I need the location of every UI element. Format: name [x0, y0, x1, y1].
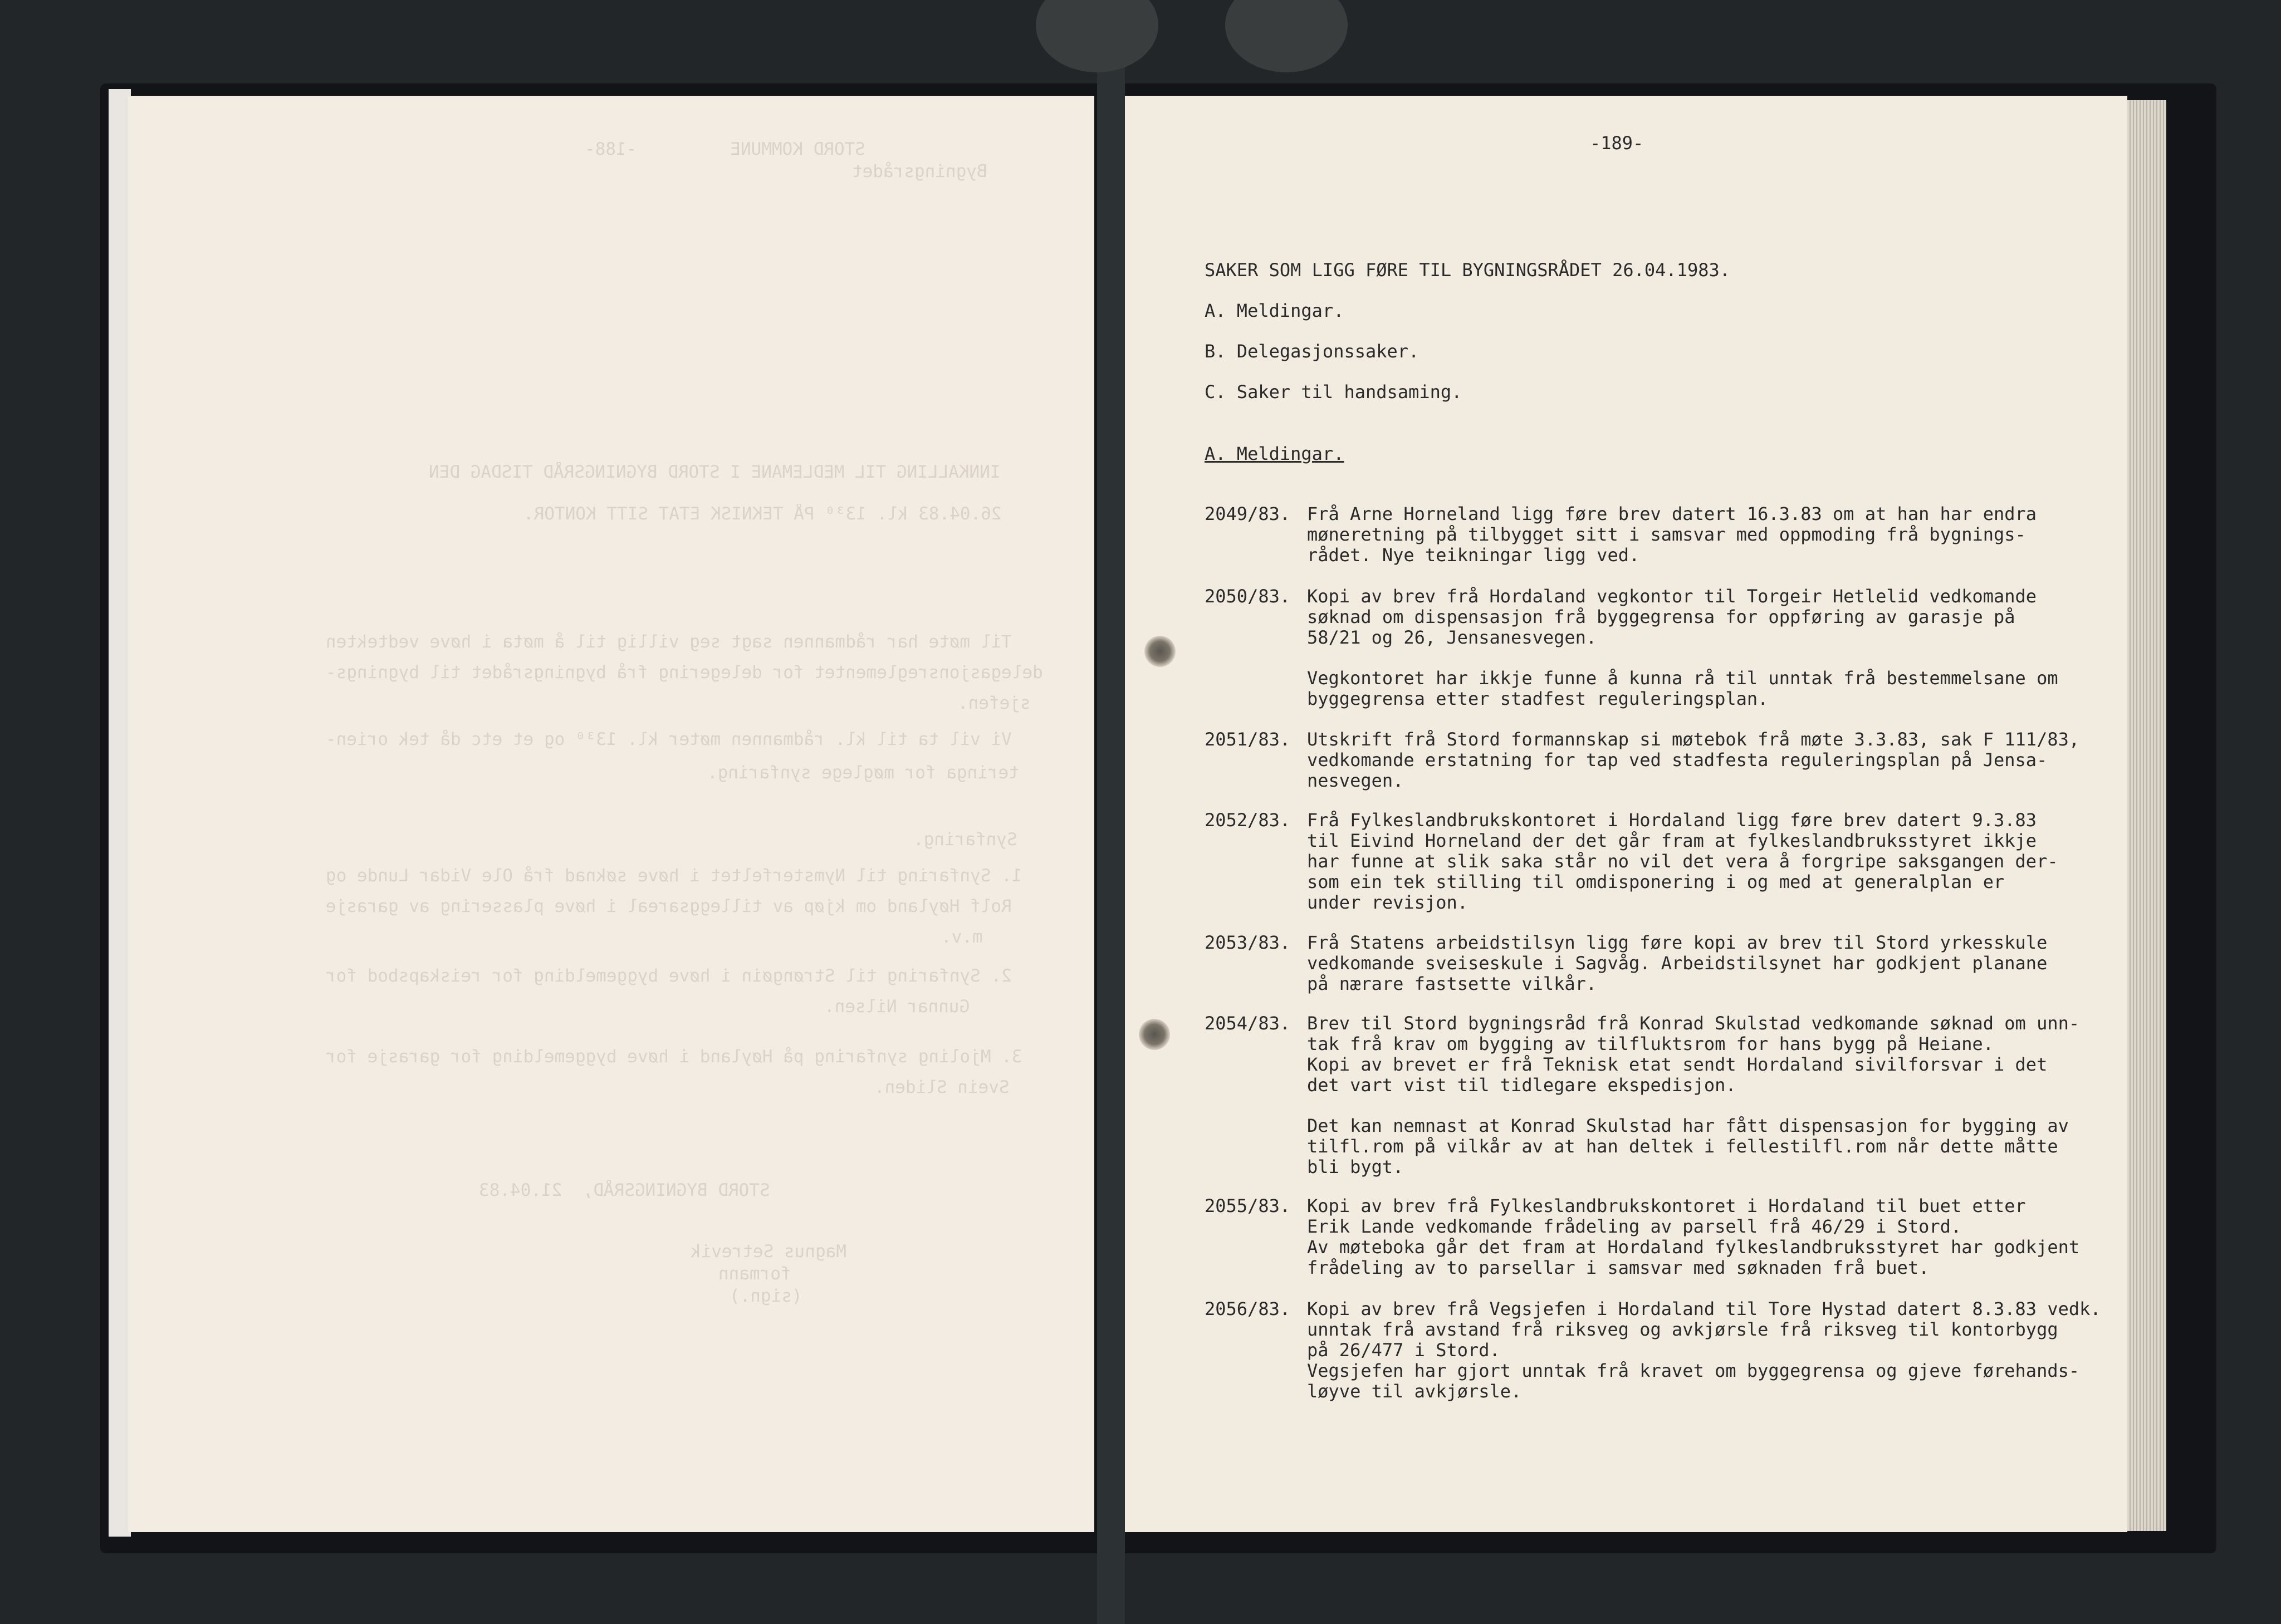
case-number: 2055/83.: [1205, 1195, 1291, 1216]
left-page: [128, 96, 1094, 1532]
bleedthrough-line: delegasjonsreglementet for delegering frå bygningsrådet til bygnings-: [326, 663, 1043, 683]
bleedthrough-line: Gunnar Nilsen.: [824, 997, 1001, 1017]
case-paragraph: Utskrift frå Stord formannskap si møtebok frå møte 3.3.83, sak F 111/83, vedkomande erstatning for tap ved stadfesta reguleringsplan på Jensa- nesvegen.: [1307, 729, 2080, 791]
punch-hole-bottom: [1139, 1019, 1170, 1050]
bleedthrough-line: Synfaring.: [913, 830, 1017, 850]
bleedthrough-line: INNKALLING TIL MEDLEMANE I STORD BYGNINGSRÅD TISDAG DEN: [429, 462, 1001, 482]
bleedthrough-line: 3. Mjoling synfaring på Høyland i høve byggemelding for garasje for: [326, 1047, 1022, 1067]
case-paragraph: Kopi av brev frå Fylkeslandbrukskontoret i Hordaland til buet etter Erik Lande vedkomande frådeling av parsell frå 46/29 i Stord. Av møteboka går det fram at Hordaland fylkeslandbruksstyret har godkjent frådeling av to parsellar i samsvar med søknaden frå buet.: [1307, 1195, 2080, 1278]
bleedthrough-line: Magnus Setrevik: [691, 1242, 846, 1262]
case-paragraph: Frå Statens arbeidstilsyn ligg føre kopi av brev til Stord yrkesskule vedkomande sveiseskule i Sagvåg. Arbeidstilsynet har godkjent planane på nærare fastsette vilkår.: [1307, 932, 2048, 994]
case-paragraph: Kopi av brev frå Vegsjefen i Hordaland til Tore Hystad datert 8.3.83 vedk. unntak frå avstand frå riksveg og avkjørsle frå riksveg til kontorbygg på 26/477 i Stord. Vegsjefen har gjort unntak frå kravet om byggegrensa og gjeve førehands- løyve til avkjørsle.: [1307, 1298, 2101, 1402]
case-text: [1307, 933, 2076, 994]
bleedthrough-line: formann: [718, 1264, 791, 1284]
bleedthrough-line: STORD KOMMUNE -188-: [585, 139, 865, 159]
left-page-edge: [109, 89, 131, 1537]
case-number: 2053/83.: [1205, 932, 1291, 953]
case-number: 2056/83.: [1205, 1298, 1291, 1319]
section-list-item-a: A. Meldingar.: [1205, 300, 1344, 321]
section-list-item-c: C. Saker til handsaming.: [1205, 381, 1462, 403]
case-text: [1307, 810, 2076, 913]
bleedthrough-line: (sign.): [730, 1286, 802, 1306]
section-list-item-b: B. Delegasjonssaker.: [1205, 341, 1419, 362]
case-text: [1307, 1013, 2080, 1177]
bleedthrough-line: Vi vil ta til kl. rådmannen møter kl. 13³⁰ og et etc då tek orien-: [326, 729, 1012, 749]
bleedthrough-line: Svein Sliden.: [874, 1077, 1041, 1097]
bleedthrough-line: 26.04.83 kl. 13³⁰ PÅ TEKNISK ETAT SITT KONTOR.: [523, 504, 1002, 524]
page-number: -189-: [1590, 133, 1644, 154]
binder-ring-right: [1225, 0, 1348, 72]
page-stack-edge: [2127, 100, 2166, 1531]
bleedthrough-line: Rolf Høyland om kjøp av tilleggsareal i høve plassering av garasje: [326, 896, 1043, 916]
case-paragraph: Vegkontoret har ikkje funne å kunna rå til unntak frå bestemmelsane om byggegrensa etter stadfest reguleringsplan.: [1307, 668, 2058, 709]
case-paragraph: Frå Arne Horneland ligg føre brev datert 16.3.83 om at han har endra møneretning på tilbygget sitt i samsvar med oppmoding frå bygnings- rådet. Nye teikningar ligg ved.: [1307, 503, 2037, 566]
case-paragraph: Kopi av brev frå Hordaland vegkontor til Torgeir Hetlelid vedkomande søknad om dispensasjon frå byggegrensa for oppføring av garasje på 58/21 og 26, Jensanesvegen.: [1307, 586, 2037, 648]
bleedthrough-line: m.v.: [941, 927, 1014, 947]
binder-ring-left: [1036, 0, 1158, 72]
bleedthrough-line: 1. Synfaring til Nymsterfeltet i høve søknad frå Ole Vidar Lunde og: [326, 866, 1022, 886]
case-number: 2050/83.: [1205, 586, 1291, 607]
case-paragraph: Brev til Stord bygningsråd frå Konrad Skulstad vedkomande søknad om unn- tak frå krav om bygging av tilfluktsrom for hans bygg på Heiane. Kopi av brevet er frå Teknisk etat sendt Hordaland sivilforsvar i det det vart vist til tidlegare ekspedisjon.: [1307, 1013, 2080, 1096]
bleedthrough-line: sjefen.: [958, 693, 1031, 713]
case-text: [1307, 504, 2076, 566]
case-text: [1307, 1298, 2101, 1402]
case-number: 2054/83.: [1205, 1013, 1291, 1034]
document-header: SAKER SOM LIGG FØRE TIL BYGNINGSRÅDET 26.04.1983.: [1205, 259, 1731, 281]
section-heading: A. Meldingar.: [1205, 443, 1344, 464]
case-text: [1307, 586, 2076, 709]
binder-spine: [1097, 0, 1125, 1624]
case-text: [1307, 729, 2080, 791]
bleedthrough-line: Bygningsrådet: [852, 161, 987, 181]
case-text: [1307, 1195, 2080, 1278]
bleedthrough-line: STORD BYGNINGSRÅD, 21.04.83: [479, 1180, 770, 1200]
bleedthrough-line: teringa for møglege synfaring.: [707, 763, 1019, 783]
punch-hole-top: [1144, 636, 1176, 667]
case-number: 2051/83.: [1205, 729, 1291, 750]
case-paragraph: Frå Fylkeslandbrukskontoret i Hordaland ligg føre brev datert 9.3.83 til Eivind Horneland der det går fram at fylkeslandbruksstyret ikkje har funne at slik saka står no vil det vera å forgripe saksgangen der- som ein tek stilling til omdisponering i og med at generalplan er under revisjon.: [1307, 809, 2058, 913]
case-number: 2049/83.: [1205, 503, 1291, 524]
case-paragraph: Det kan nemnast at Konrad Skulstad har fått dispensasjon for bygging av tilfl.rom på vilkår av at han deltek i fellestilfl.rom når dette måtte bli bygt.: [1307, 1115, 2069, 1177]
bleedthrough-line: Til møte har rådmannen sagt seg villig til å møta i høve vedtekten: [326, 632, 1012, 652]
bleedthrough-line: 2. Synfaring til Strøngøin i høve byggemelding for reiskapsbod for: [326, 966, 1012, 986]
case-number: 2052/83.: [1205, 809, 1291, 831]
